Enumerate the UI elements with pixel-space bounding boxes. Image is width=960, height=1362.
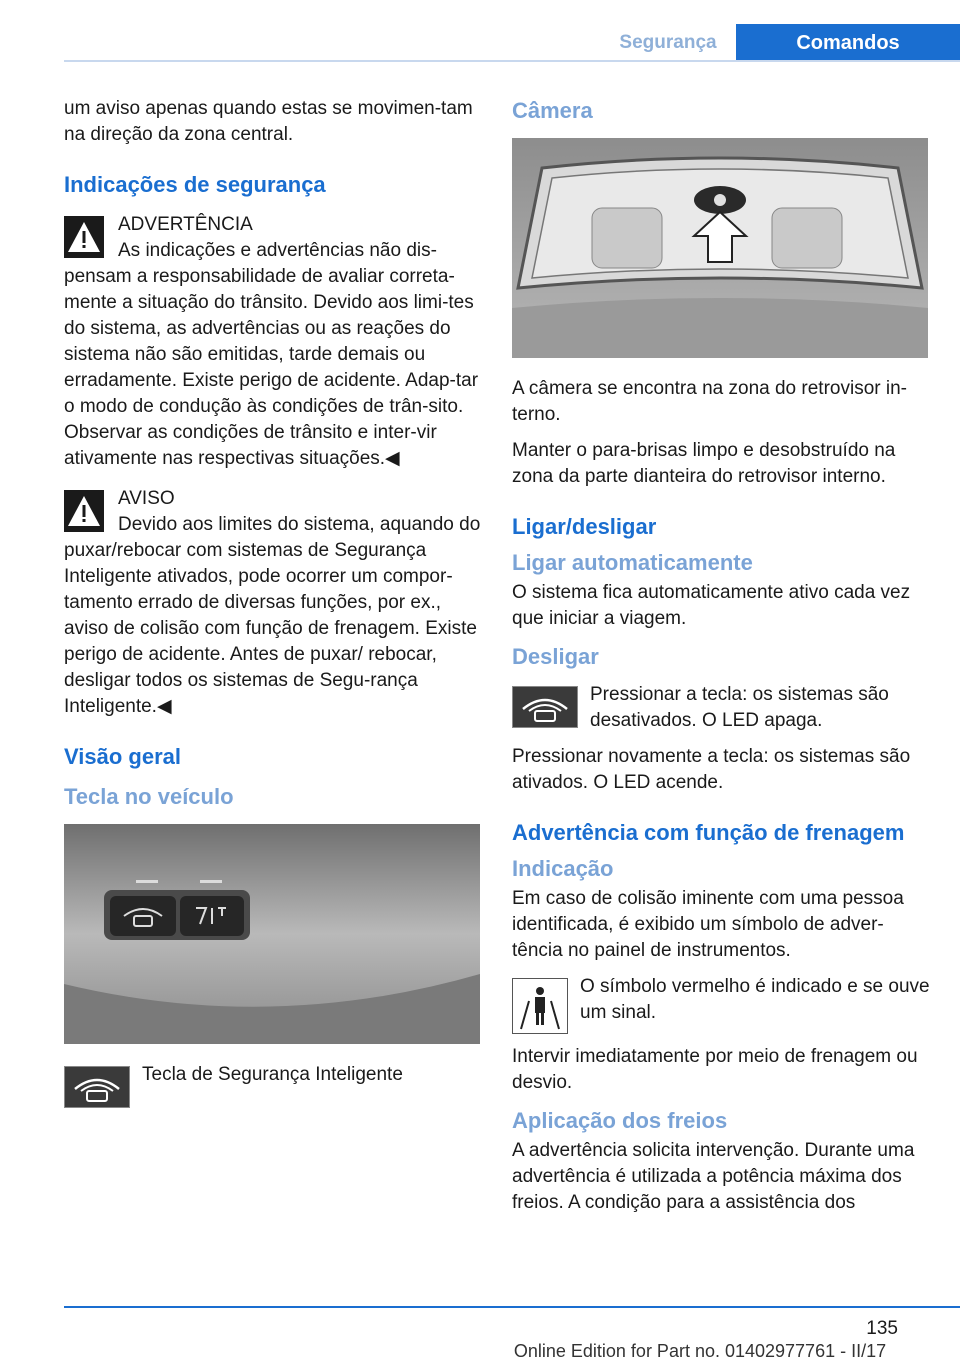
brakes-heading: Aplicação dos freios [512,1108,728,1133]
intro-paragraph: um aviso apenas quando estas se movimen-tam na direção da zona central. [64,98,473,145]
vehicle-button-photo [64,824,480,1044]
warning-2-title: AVISO [118,488,175,509]
edition-note: Online Edition for Part no. 01402977761 - II/17 [513,1341,887,1361]
overview-heading: Visão geral [64,744,181,769]
intervene-text: Intervir imediatamente por meio de frenagem ou desvio. [512,1046,918,1093]
warning-block-1 [64,212,482,472]
page-number: 135 [866,1318,898,1339]
pedestrian-warning-icon [512,978,568,1034]
camera-heading: Câmera [512,98,593,123]
auto-heading: Ligar automaticamente [512,550,753,575]
onoff-heading: Ligar/desligar [512,514,657,539]
red-symbol-row [512,974,930,1034]
intelligent-safety-button-icon [64,1066,130,1108]
button-heading: Tecla no veículo [64,784,234,809]
left-column [64,96,482,1118]
camera-paragraph-2: Manter o para-brisas limpo e desobstruído na zona da parte dianteira do retrovisor interno. [512,440,896,487]
section-tab: Segurança [619,32,717,53]
header-rule [64,60,960,62]
camera-paragraph-1: A câmera se encontra na zona do retrovisor in-terno. [512,378,907,425]
intelligent-safety-button-icon [512,686,578,728]
brake-heading: Advertência com função de frenagem [512,820,905,845]
warning-1-text: As indicações e advertências não dis-pensam a responsabilidade de avaliar correta-mente a situação do trânsito. Devido aos limi-tes do sistema, as advertências ou as reações do sistema não são emitidas, tarde demais ou erradamente. Existe perigo de acidente. Adap-tar o modo de condução às condições de trân-sito. Observar as condições de trânsito e inter-vir ativamente nas respectivas situações.◀ [64,240,479,469]
indication-text: Em caso de colisão iminente com uma pessoa identificada, é exibido um símbolo de adver-tência no painel de instrumentos. [512,888,904,961]
button-caption-row [64,1062,482,1108]
indication-heading: Indicação [512,856,614,881]
page-header [0,0,960,62]
auto-text: O sistema fica automaticamente ativo cada vez que iniciar a viagem. [512,582,911,629]
warning-triangle-icon [64,490,104,532]
right-column [512,96,930,1226]
footer-rule [64,1306,960,1308]
off-text: Pressionar a tecla: os sistemas são desativados. O LED apaga. [590,684,889,731]
off-row [512,682,930,734]
brakes-text: A advertência solicita intervenção. Durante uma advertência é utilizada a potência máxima dos freios. A condição para a assistência dos [512,1140,915,1213]
warning-1-title: ADVERTÊNCIA [118,214,253,235]
warning-triangle-icon [64,216,104,258]
warning-block-2 [64,486,482,720]
chapter-tab: Comandos [736,24,960,62]
off-heading: Desligar [512,644,599,669]
safety-heading: Indicações de segurança [64,172,326,197]
red-symbol-text: O símbolo vermelho é indicado e se ouve um sinal. [580,976,930,1023]
button-caption: Tecla de Segurança Inteligente [142,1064,403,1085]
warning-2-text: Devido aos limites do sistema, aquando do puxar/rebocar com sistemas de Segurança Inteligente ativados, pode ocorrer um compor-tamento errado de diversas funções, por ex., aviso de colisão com função de frenagem. Existe perigo de acidente. Antes de puxar/ rebocar, desligar todos os sistemas de Segu-rança Inteligente.◀ [64,514,481,717]
on-again-text: Pressionar novamente a tecla: os sistemas são ativados. O LED acende. [512,746,911,793]
camera-location-photo [512,138,928,358]
